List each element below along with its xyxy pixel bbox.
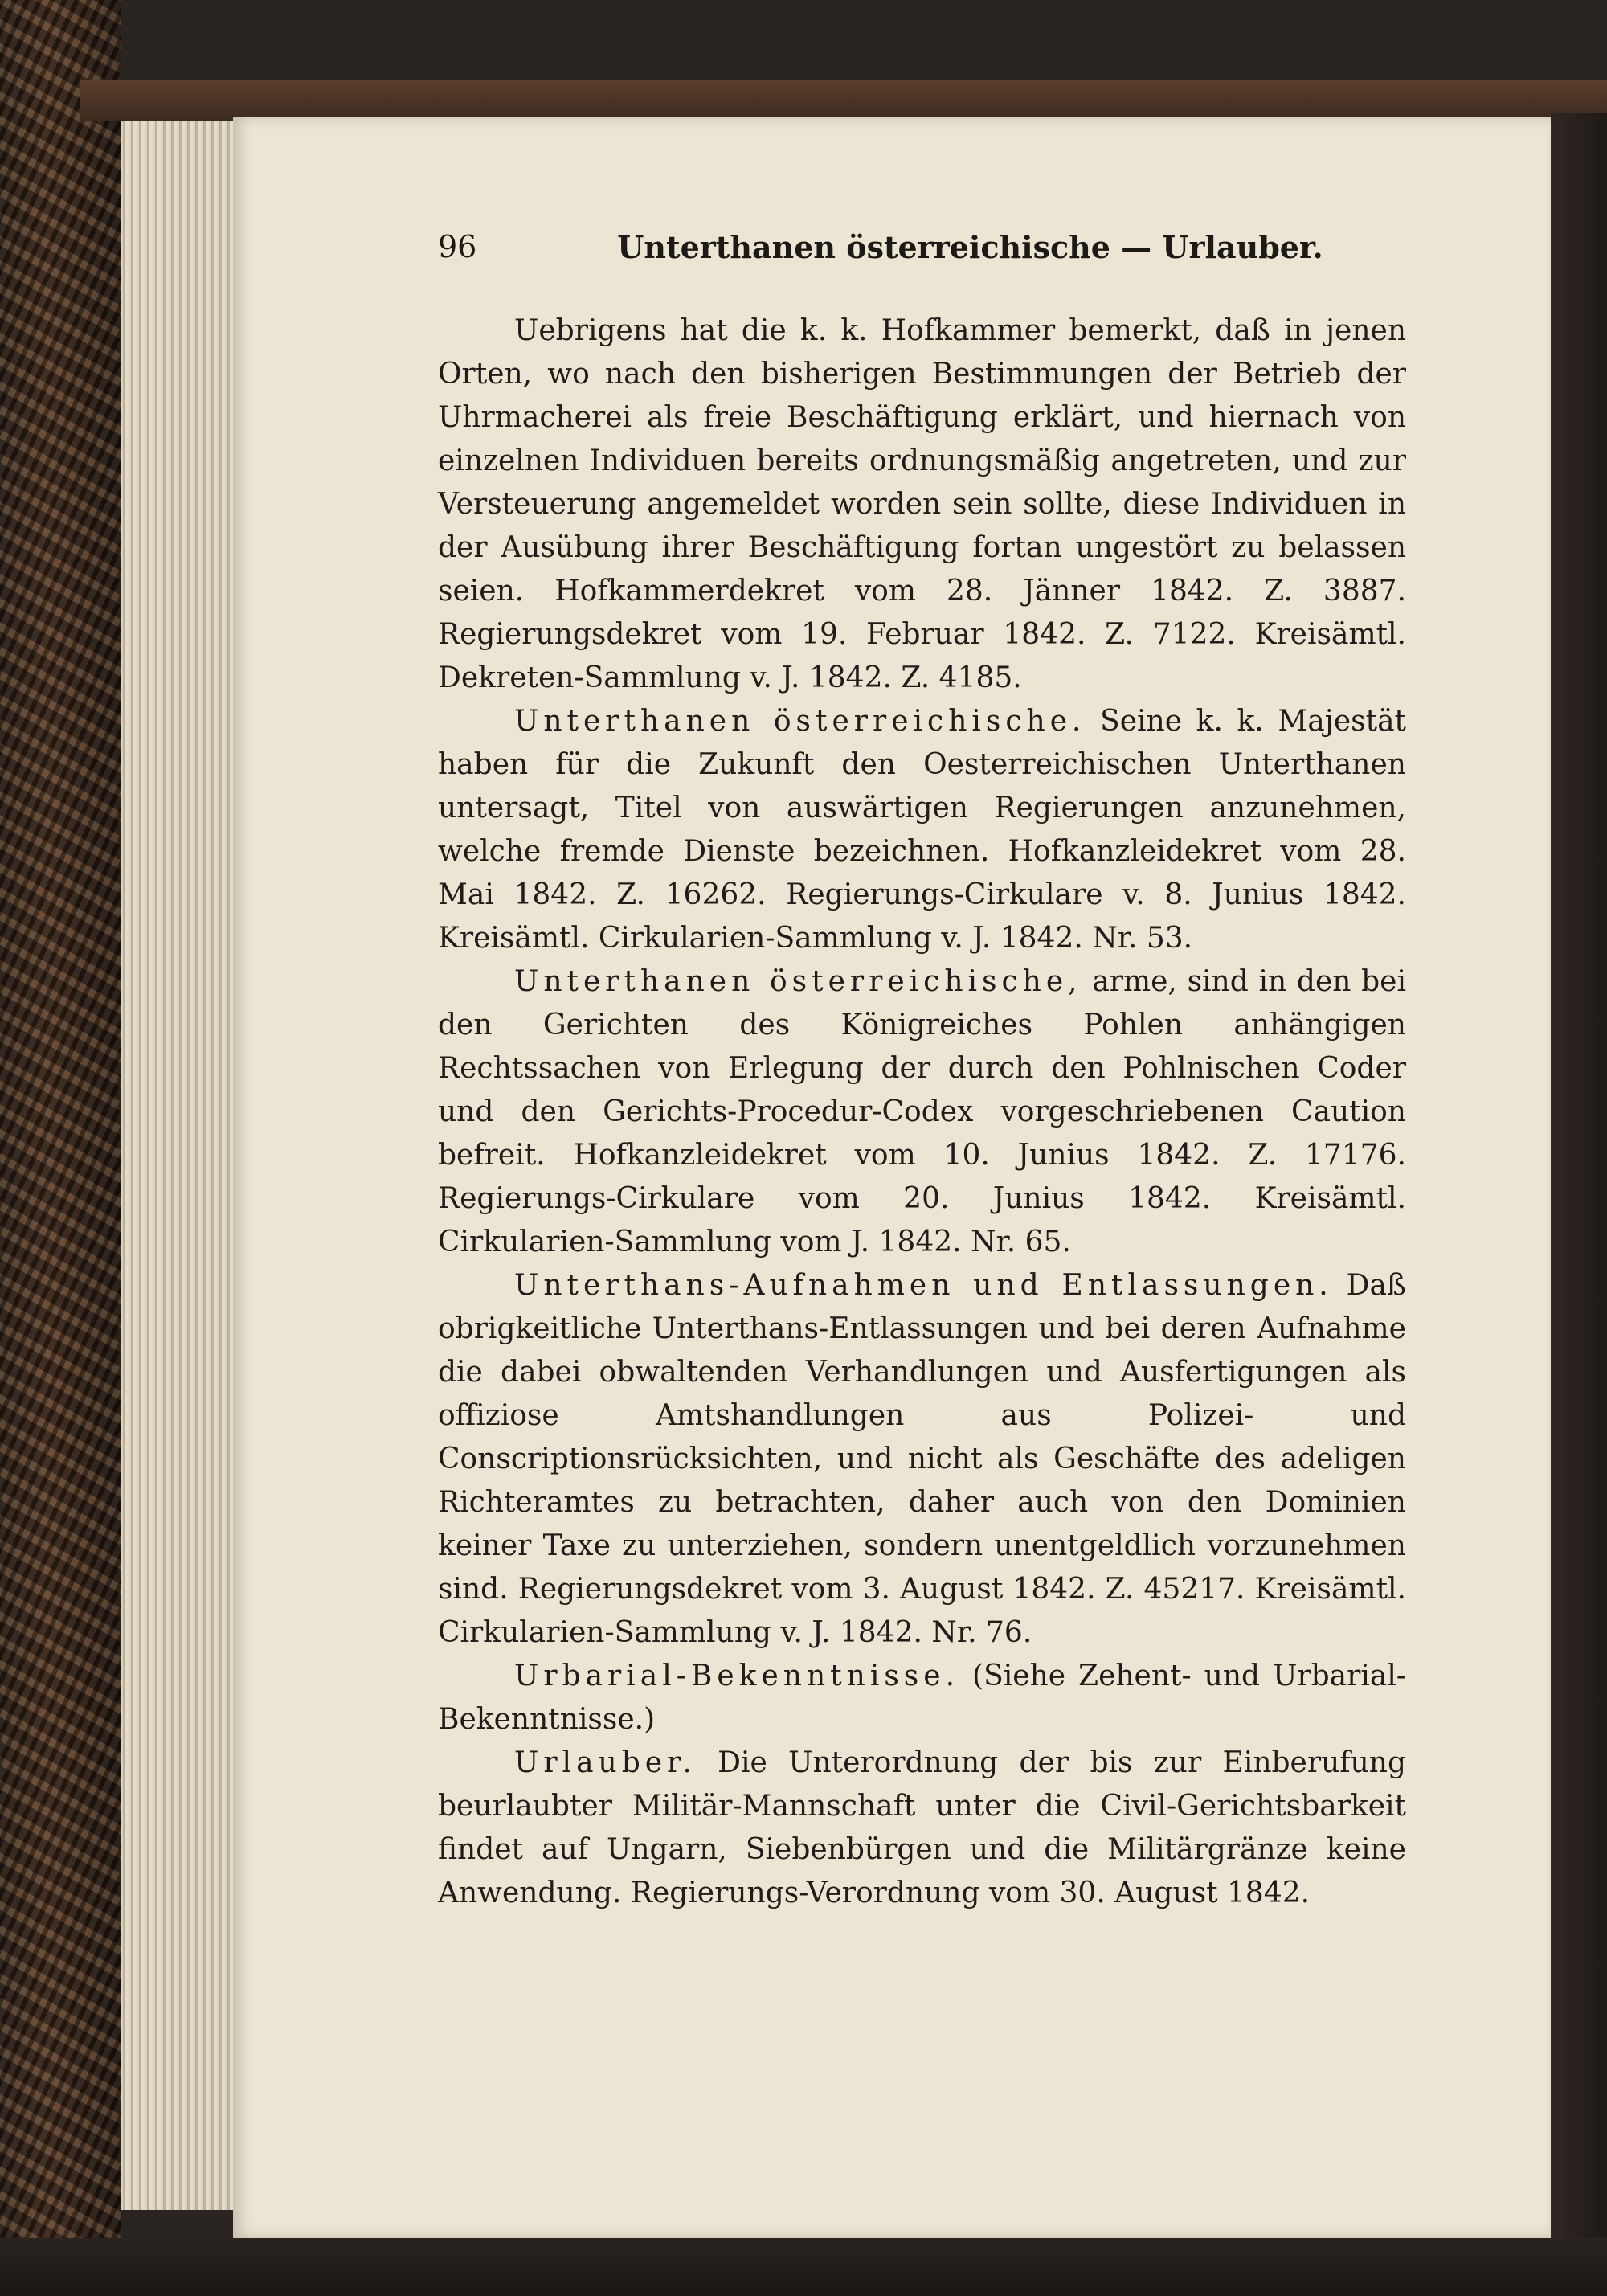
paragraph bbox=[438, 1655, 1406, 1741]
page-header bbox=[438, 229, 1406, 277]
paragraph bbox=[438, 1264, 1406, 1655]
paragraph bbox=[438, 1741, 1406, 1915]
cover-top-edge bbox=[80, 80, 1607, 121]
paragraph-text: Uebrigens hat die k. k. Hofkammer bemerkt, daß in jenen Orten, wo nach den bisherigen Bestimmungen der Betrieb der Uhrmacherei als freie Beschäftigung erklärt, und hiernach von einzelnen Individuen bereits ordnungsmäßig angetreten, und zur Versteuerung angemeldet worden sein sollte, diese Individuen in der Ausübung ihrer Beschäftigung fortan ungestört zu belassen seien. Hofkammerdekret vom 28. Jänner 1842. Z. 3887. Regierungsdekret vom 19. Februar 1842. Z. 7122. Kreisämtl. Dekreten-Sammlung v. J. 1842. Z. 4185. bbox=[438, 314, 1406, 694]
page-edges bbox=[121, 121, 241, 2210]
right-margin-edge bbox=[1551, 113, 1607, 2296]
paragraph-text: (Siehe Zehent- und Urbarial-Bekenntnisse.) bbox=[438, 1660, 1406, 1736]
running-title: Unterthanen österreichische — Urlauber. bbox=[617, 229, 1323, 265]
paragraph bbox=[438, 309, 1406, 700]
entry-heading: Urbarial-Bekenntnisse. bbox=[514, 1660, 960, 1692]
entry-heading: Urlauber. bbox=[514, 1746, 697, 1779]
paragraph bbox=[438, 960, 1406, 1264]
paragraph-text: Seine k. k. Majestät haben für die Zukunft den Oesterreichischen Unterthanen untersagt, Titel von auswärtigen Regierungen anzunehmen, welche fremde Dienste bezeichnen. Hofkanzleidekret vom 28. Mai 1842. Z. 16262. Regierungs-Cirkulare v. 8. Junius 1842. Kreisämtl. Cirkularien-Sammlung v. J. 1842. Nr. 53. bbox=[438, 705, 1406, 955]
entry-heading: Unterthanen österreichische, bbox=[514, 965, 1082, 998]
bottom-edge bbox=[0, 2238, 1607, 2296]
paragraph bbox=[438, 700, 1406, 960]
book-cover bbox=[0, 0, 121, 2296]
page-body bbox=[438, 309, 1406, 1915]
entry-heading: Unterthanen österreichische. bbox=[514, 705, 1086, 738]
page-number: 96 bbox=[438, 229, 477, 264]
paragraph-text: arme, sind in den bei den Gerichten des Königreiches Pohlen anhängigen Rechtssachen von Erlegung der durch den Pohlnischen Coder und den Gerichts-Procedur-Codex vorgeschriebenen Caution befreit. Hofkanzleidekret vom 10. Junius 1842. Z. 17176. Regierungs-Cirkulare vom 20. Junius 1842. Kreisämtl. Cirkularien-Sammlung vom J. 1842. Nr. 65. bbox=[438, 965, 1407, 1259]
paragraph-text: Daß obrigkeitliche Unterthans-Entlassungen und bei deren Aufnahme die dabei obwaltenden Verhandlungen und Ausfertigungen als offiziose Amtshandlungen aus Polizei- und Conscriptionsrücksichten, und nicht als Geschäfte des adeligen Richteramtes zu betrachten, daher auch von den Dominien keiner Taxe zu unterziehen, sondern unentgeldlich vorzunehmen sind. Regierungsdekret vom 3. August 1842. Z. 45217. Kreisämtl. Cirkularien-Sammlung v. J. 1842. Nr. 76. bbox=[438, 1269, 1406, 1649]
entry-heading: Unterthans-Aufnahmen und Entlassungen. bbox=[514, 1269, 1333, 1302]
paragraph-text: Die Unterordnung der bis zur Einberufung beurlaubter Militär-Mannschaft unter die Civil-Gerichtsbarkeit findet auf Ungarn, Siebenbürgen und die Militärgränze keine Anwendung. Regierungs-Verordnung vom 30. August 1842. bbox=[438, 1746, 1406, 1909]
